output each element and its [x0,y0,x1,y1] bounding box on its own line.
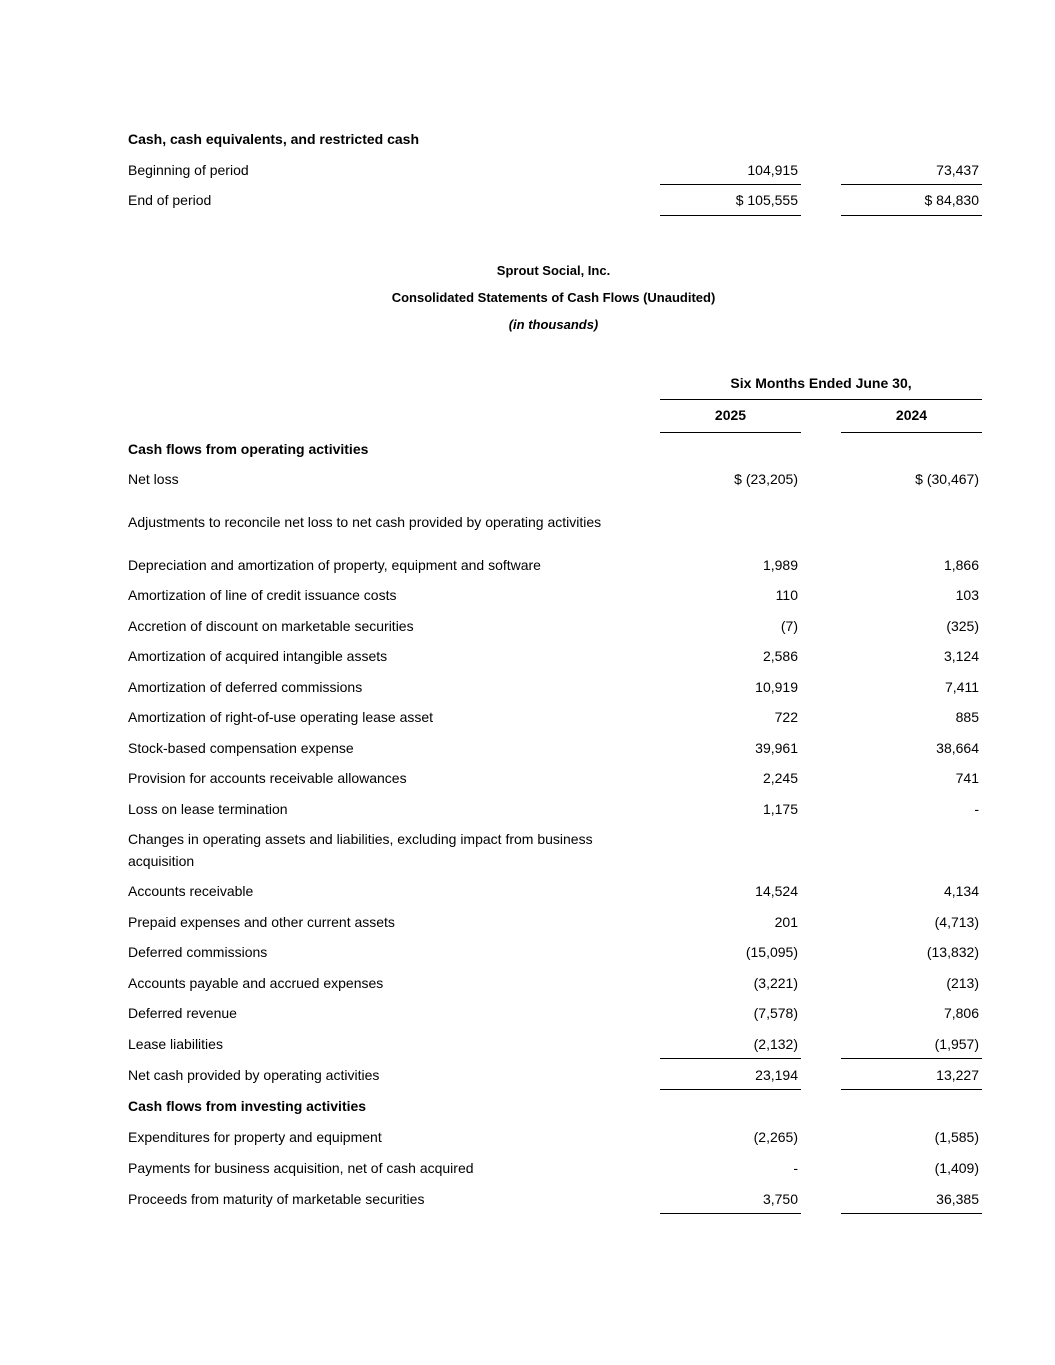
table-row [128,880,982,902]
table-row [128,828,982,850]
value-2024: (1,585) [934,1129,979,1145]
rule [660,1089,801,1090]
table-row [128,511,982,533]
row-label: Net loss [128,471,179,487]
value-2024: 38,664 [936,740,979,756]
table-row [128,189,982,211]
row-label: Stock-based compensation expense [128,740,354,756]
row-label: Amortization of line of credit issuance costs [128,587,397,603]
rule [841,432,982,433]
table-row [128,798,982,820]
value-2024: 103 [955,587,979,603]
value-2024: (13,832) [926,944,979,960]
value-2025: (7) [780,618,798,634]
table-row [128,554,982,576]
value-2024: 13,227 [936,1067,979,1083]
row-label: Cash flows from investing activities [128,1098,367,1114]
year-2025-header: 2025 [714,407,747,423]
table-row [128,1126,982,1148]
table-row [128,972,982,994]
value-2025: (3,221) [753,975,798,991]
row-label: Amortization of right-of-use operating lease asset [128,709,434,725]
value-2025: - [793,1160,798,1176]
row-label: Lease liabilities [128,1036,223,1052]
value-2025: 14,524 [755,883,798,899]
row-label: Beginning of period [128,162,249,178]
rule [841,184,982,185]
value-2025: (15,095) [745,944,798,960]
table-row [128,941,982,963]
value-2024: 7,411 [945,679,979,695]
cash-section-heading: Cash, cash equivalents, and restricted cash [128,131,420,147]
value-2025: 3,750 [762,1191,798,1207]
value-2024: (1,957) [934,1036,979,1052]
rule [660,432,801,433]
year-2024-header: 2024 [895,407,928,423]
row-label: Depreciation and amortization of property, equipment and software [128,557,541,573]
table-row [128,850,982,872]
table-row [128,615,982,637]
rule [660,1213,801,1214]
row-label: Loss on lease termination [128,801,288,817]
table-row [128,159,982,181]
table-row [128,468,982,490]
table-row [128,676,982,698]
value-2024: (213) [946,975,979,991]
rule [841,1089,982,1090]
rule [841,1058,982,1059]
cash-section-heading-row [128,128,982,150]
table-row [128,706,982,728]
value-2024: $ 84,830 [924,192,979,208]
value-2024: 73,437 [936,162,979,178]
value-2024: 3,124 [943,648,979,664]
value-2025: 10,919 [755,679,798,695]
row-label: Payments for business acquisition, net of cash acquired [128,1160,474,1176]
row-label: Changes in operating assets and liabilities, excluding impact from business [128,831,593,847]
row-label: Prepaid expenses and other current assets [128,914,395,930]
value-2024: 36,385 [936,1191,979,1207]
value-2024: $ (30,467) [915,471,979,487]
row-label: acquisition [128,853,195,869]
period-header: Six Months Ended June 30, [730,375,912,391]
table-row-total [128,1064,982,1086]
row-label: End of period [128,192,212,208]
table-row [128,737,982,759]
table-row [128,1157,982,1179]
row-label: Amortization of acquired intangible assets [128,648,388,664]
value-2025: 1,989 [762,557,798,573]
value-2024: (325) [946,618,979,634]
row-label: Provision for accounts receivable allowances [128,770,407,786]
row-label: Deferred revenue [128,1005,237,1021]
value-2025: (2,132) [753,1036,798,1052]
table-row [128,767,982,789]
value-2024: (4,713) [934,914,979,930]
value-2025: 104,915 [747,162,798,178]
section-heading-investing [128,1095,982,1117]
table-row [128,1188,982,1210]
company-name: Sprout Social, Inc. [496,263,611,278]
value-2024: 885 [955,709,979,725]
value-2024: 1,866 [943,557,979,573]
value-2025: 110 [775,587,798,603]
rule [660,184,801,185]
value-2024: - [974,801,979,817]
row-label: Accounts receivable [128,883,254,899]
value-2024: (1,409) [934,1160,979,1176]
value-2024: 741 [955,770,979,786]
row-label: Accretion of discount on marketable securities [128,618,414,634]
rule [660,399,982,400]
row-label: Expenditures for property and equipment [128,1129,382,1145]
value-2024: 4,134 [943,883,979,899]
units-note: (in thousands) [508,317,599,332]
table-row [128,911,982,933]
row-label: Cash flows from operating activities [128,441,369,457]
table-row [128,584,982,606]
value-2025: 201 [774,914,798,930]
rule [841,215,982,216]
section-heading-operating [128,438,982,460]
row-label: Net cash provided by operating activities [128,1067,380,1083]
value-2025: $ 105,555 [735,192,798,208]
rule [660,215,801,216]
table-row [128,1033,982,1055]
value-2025: (7,578) [753,1005,798,1021]
value-2025: 1,175 [762,801,798,817]
row-label: Adjustments to reconcile net loss to net cash provided by operating activities [128,514,602,530]
value-2025: 2,245 [762,770,798,786]
value-2025: (2,265) [753,1129,798,1145]
table-row [128,645,982,667]
table-row [128,1002,982,1024]
value-2025: 722 [774,709,798,725]
rule [841,1213,982,1214]
row-label: Proceeds from maturity of marketable securities [128,1191,425,1207]
value-2024: 7,806 [943,1005,979,1021]
value-2025: 2,586 [762,648,798,664]
statement-title: Consolidated Statements of Cash Flows (Unaudited) [391,290,716,305]
row-label: Accounts payable and accrued expenses [128,975,384,991]
row-label: Amortization of deferred commissions [128,679,363,695]
rule [660,1058,801,1059]
value-2025: 23,194 [755,1067,798,1083]
value-2025: 39,961 [755,740,798,756]
row-label: Deferred commissions [128,944,268,960]
value-2025: $ (23,205) [734,471,798,487]
